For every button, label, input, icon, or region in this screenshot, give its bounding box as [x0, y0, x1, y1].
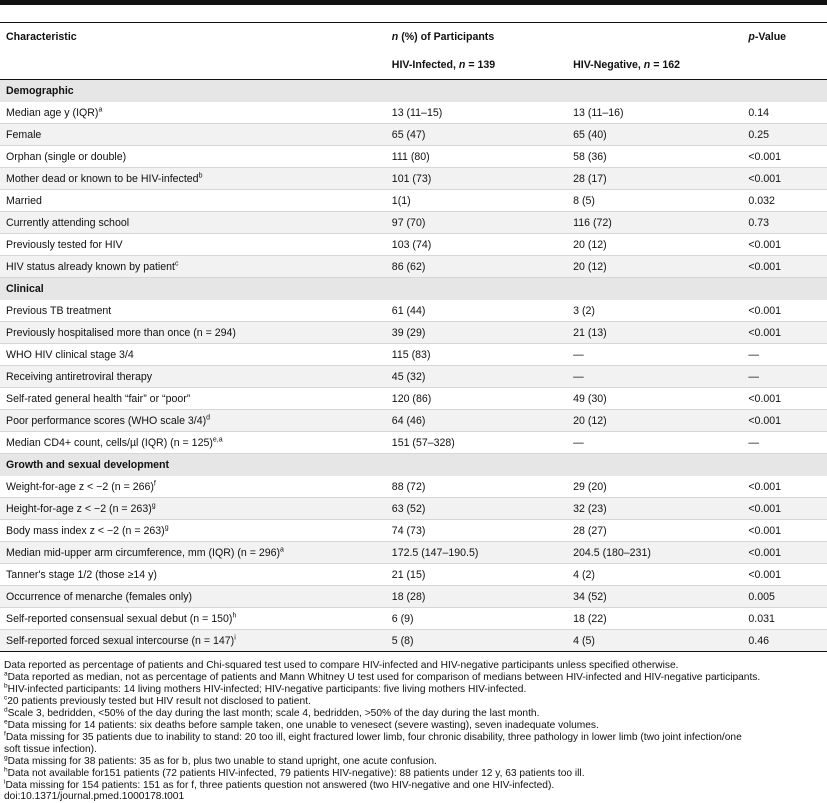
hiv-infected-value: 61 (44)	[386, 300, 567, 322]
col-header-n-percent: n (%) of Participants	[386, 23, 743, 52]
table-row	[0, 564, 827, 586]
footnote-text: HIV-infected participants: 14 living mothers HIV-infected; HIV-negative participants: five living mothers HIV-infected.	[7, 683, 527, 695]
table-row	[0, 498, 827, 520]
footnote-mark: c	[4, 694, 8, 702]
row-label: Previous TB treatment	[6, 304, 112, 317]
top-rule	[0, 0, 827, 5]
row-label: Median mid-upper arm circumference, mm (IQR) (n = 296)	[6, 546, 281, 559]
p-value: 0.46	[742, 630, 827, 652]
hiv-negative-value: —	[567, 432, 742, 454]
p-value: 0.032	[742, 190, 827, 212]
hiv-negative-value: 32 (23)	[567, 498, 742, 520]
row-label-cell	[0, 432, 386, 454]
footnote-line	[4, 684, 826, 696]
table-row	[0, 586, 827, 608]
footnote-text: Data not available for151 patients (72 patients HIV-infected, 79 patients HIV-negative): 88 patients under 12 y, 63 patients too ill.	[7, 767, 585, 779]
hiv-infected-value: 74 (73)	[386, 520, 567, 542]
section-title: Demographic	[0, 80, 827, 103]
header-row-2	[0, 51, 827, 80]
hiv-infected-value: 5 (8)	[386, 630, 567, 652]
footnote-line	[4, 768, 826, 780]
row-label: Receiving antiretroviral therapy	[6, 370, 153, 383]
hiv-infected-value: 120 (86)	[386, 388, 567, 410]
row-label-cell	[0, 388, 386, 410]
section-header-row	[0, 278, 827, 301]
row-label-cell	[0, 542, 386, 564]
header-row-1	[0, 23, 827, 52]
footnote-text: Data missing for 154 patients: 151 as for f, three patients question not answered (two HIV-negative and one HIV-infected).	[5, 779, 555, 791]
footnote-mark: f	[4, 730, 6, 738]
row-label: Tanner's stage 1/2 (those ≥14 y)	[6, 568, 157, 581]
p-value: 0.73	[742, 212, 827, 234]
footnote-mark: h	[4, 766, 8, 774]
hiv-negative-value: 58 (36)	[567, 146, 742, 168]
footnote-text: 20 patients previously tested but HIV result not disclosed to patient.	[7, 695, 311, 707]
row-label-cell	[0, 190, 386, 212]
col-header-hiv-infected: HIV-Infected, n = 139	[386, 51, 567, 80]
table-row	[0, 322, 827, 344]
row-label-cell	[0, 476, 386, 498]
table-row	[0, 344, 827, 366]
row-label-cell	[0, 234, 386, 256]
footnote-text: Data missing for 35 patients due to inability to stand: 20 too ill, eight fractured lower limb, four chronic disability, three pathology in lower limb (two joint infection/one	[5, 731, 742, 743]
footnote-line	[4, 708, 826, 720]
row-label: Self-reported forced sexual intercourse (n = 147)	[6, 634, 235, 647]
p-value: —	[742, 344, 827, 366]
row-label-cell	[0, 520, 386, 542]
p-value: —	[742, 432, 827, 454]
hiv-infected-value: 86 (62)	[386, 256, 567, 278]
hiv-infected-value: 18 (28)	[386, 586, 567, 608]
footnote-text: Data reported as percentage of patients and Chi-squared test used to compare HIV-infected and HIV-negative participants unless specified otherwise.	[4, 660, 679, 671]
row-label-cell	[0, 586, 386, 608]
p-value: <0.001	[742, 168, 827, 190]
footnote-line	[4, 756, 826, 768]
hiv-negative-value: —	[567, 366, 742, 388]
section-header-row	[0, 454, 827, 477]
row-label: Occurrence of menarche (females only)	[6, 590, 193, 603]
footnote-line	[4, 791, 826, 803]
hiv-negative-value: 20 (12)	[567, 256, 742, 278]
row-footnote-mark: f	[153, 479, 156, 487]
section-title: Clinical	[0, 278, 827, 301]
hiv-infected-value: 88 (72)	[386, 476, 567, 498]
footnote-mark: a	[4, 670, 8, 678]
row-label: HIV status already known by patient	[6, 260, 176, 273]
table-row	[0, 366, 827, 388]
col-header-hiv-negative: HIV-Negative, n = 162	[567, 51, 742, 80]
row-footnote-mark: b	[198, 171, 203, 179]
hiv-infected-value: 13 (11–15)	[386, 102, 567, 124]
table-row	[0, 256, 827, 278]
row-label: Body mass index z < −2 (n = 263)	[6, 524, 165, 537]
section-header-row	[0, 80, 827, 103]
table-body	[0, 80, 827, 652]
footnote-line	[4, 732, 826, 744]
hiv-infected-value: 151 (57–328)	[386, 432, 567, 454]
hiv-negative-value: 3 (2)	[567, 300, 742, 322]
table-row	[0, 212, 827, 234]
hiv-infected-value: 65 (47)	[386, 124, 567, 146]
table-row	[0, 168, 827, 190]
row-footnote-mark: e,a	[212, 435, 223, 443]
row-label-cell	[0, 608, 386, 630]
footnote-line	[4, 672, 826, 684]
hiv-negative-value: 28 (27)	[567, 520, 742, 542]
hiv-negative-value: 13 (11–16)	[567, 102, 742, 124]
col-header-pvalue: p-Value	[742, 23, 827, 52]
footnote-text: Data missing for 38 patients: 35 as for b, plus two unable to stand upright, one acute confusion.	[7, 755, 437, 767]
row-label: WHO HIV clinical stage 3/4	[6, 348, 134, 361]
row-label-cell	[0, 256, 386, 278]
row-label-cell	[0, 410, 386, 432]
table-row	[0, 608, 827, 630]
hiv-negative-value: 8 (5)	[567, 190, 742, 212]
p-value: <0.001	[742, 498, 827, 520]
hiv-negative-value: 20 (12)	[567, 234, 742, 256]
footnote-text: Data missing for 14 patients: six deaths before sample taken, one unable to venesect (severe wasting), seven inadequate volumes.	[7, 719, 599, 731]
row-label: Female	[6, 128, 42, 141]
p-value: <0.001	[742, 520, 827, 542]
row-label: Median CD4+ count, cells/µl (IQR) (n = 125)	[6, 436, 213, 449]
p-value: 0.005	[742, 586, 827, 608]
p-value: —	[742, 366, 827, 388]
row-footnote-mark: d	[206, 413, 211, 421]
col-header-blank-2	[742, 51, 827, 80]
hiv-negative-value: —	[567, 344, 742, 366]
footnote-text: doi:10.1371/journal.pmed.1000178.t001	[4, 791, 185, 803]
hiv-infected-value: 111 (80)	[386, 146, 567, 168]
hiv-infected-value: 39 (29)	[386, 322, 567, 344]
row-label-cell	[0, 498, 386, 520]
row-label: Height-for-age z < −2 (n = 263)	[6, 502, 152, 515]
table-row	[0, 476, 827, 498]
hiv-infected-value: 172.5 (147–190.5)	[386, 542, 567, 564]
p-value: <0.001	[742, 476, 827, 498]
table-row	[0, 102, 827, 124]
hiv-infected-value: 101 (73)	[386, 168, 567, 190]
row-footnote-mark: g	[164, 523, 169, 531]
table-row	[0, 300, 827, 322]
hiv-negative-value: 21 (13)	[567, 322, 742, 344]
row-label: Poor performance scores (WHO scale 3/4)	[6, 414, 207, 427]
footnote-text: Scale 3, bedridden, <50% of the day during the last month; scale 4, bedridden, >50% of the day during the last month.	[7, 707, 540, 719]
row-label-cell	[0, 630, 386, 652]
section-title: Growth and sexual development	[0, 454, 827, 477]
hiv-infected-value: 6 (9)	[386, 608, 567, 630]
table-row	[0, 146, 827, 168]
characteristics-table	[0, 22, 827, 652]
footnote-line	[4, 744, 826, 756]
hiv-negative-value: 20 (12)	[567, 410, 742, 432]
table-row	[0, 630, 827, 652]
row-label: Previously hospitalised more than once (n = 294)	[6, 326, 236, 339]
footnote-mark: b	[4, 682, 8, 690]
table-row	[0, 234, 827, 256]
hiv-infected-value: 103 (74)	[386, 234, 567, 256]
p-value: 0.031	[742, 608, 827, 630]
hiv-negative-value: 204.5 (180–231)	[567, 542, 742, 564]
row-label: Median age y (IQR)	[6, 106, 99, 119]
row-label-cell	[0, 102, 386, 124]
hiv-infected-value: 97 (70)	[386, 212, 567, 234]
col-header-blank	[0, 51, 386, 80]
footnote-line	[4, 780, 826, 792]
table-row	[0, 190, 827, 212]
footnote-text: Data reported as median, not as percentage of patients and Mann Whitney U test used for comparison of medians between HIV-infected and HIV-negative participants.	[7, 671, 761, 683]
row-footnote-mark: i	[234, 633, 236, 641]
p-value: <0.001	[742, 564, 827, 586]
table-row	[0, 542, 827, 564]
footnote-text: soft tissue infection).	[4, 743, 97, 755]
row-label-cell	[0, 124, 386, 146]
row-label-cell	[0, 212, 386, 234]
hiv-infected-value: 115 (83)	[386, 344, 567, 366]
p-value: <0.001	[742, 322, 827, 344]
hiv-infected-value: 45 (32)	[386, 366, 567, 388]
row-label: Self-reported consensual sexual debut (n = 150)	[6, 612, 233, 625]
hiv-negative-value: 4 (5)	[567, 630, 742, 652]
col-header-characteristic: Characteristic	[0, 23, 386, 52]
p-value: <0.001	[742, 146, 827, 168]
footnote-mark: g	[4, 754, 8, 762]
row-footnote-mark: h	[232, 611, 237, 619]
hiv-negative-value: 34 (52)	[567, 586, 742, 608]
row-label-cell	[0, 300, 386, 322]
p-value: <0.001	[742, 388, 827, 410]
hiv-infected-value: 64 (46)	[386, 410, 567, 432]
hiv-infected-value: 1(1)	[386, 190, 567, 212]
hiv-infected-value: 21 (15)	[386, 564, 567, 586]
row-footnote-mark: c	[175, 259, 179, 267]
hiv-negative-value: 49 (30)	[567, 388, 742, 410]
table-row	[0, 124, 827, 146]
table-row	[0, 432, 827, 454]
hiv-negative-value: 28 (17)	[567, 168, 742, 190]
row-label: Weight-for-age z < −2 (n = 266)	[6, 480, 154, 493]
footnote-mark: e	[4, 718, 8, 726]
row-label-cell	[0, 168, 386, 190]
row-label: Married	[6, 194, 42, 207]
row-label-cell	[0, 564, 386, 586]
footnotes	[4, 660, 826, 803]
hiv-infected-value: 63 (52)	[386, 498, 567, 520]
hiv-negative-value: 18 (22)	[567, 608, 742, 630]
table-row	[0, 410, 827, 432]
p-value: <0.001	[742, 300, 827, 322]
row-label: Self-rated general health “fair” or “poor”	[6, 392, 191, 405]
row-label-cell	[0, 322, 386, 344]
hiv-negative-value: 29 (20)	[567, 476, 742, 498]
p-value: 0.25	[742, 124, 827, 146]
p-value: <0.001	[742, 410, 827, 432]
p-value: <0.001	[742, 234, 827, 256]
row-label-cell	[0, 146, 386, 168]
footnote-line	[4, 696, 826, 708]
row-footnote-mark: a	[280, 545, 284, 553]
p-value: 0.14	[742, 102, 827, 124]
row-label: Previously tested for HIV	[6, 238, 123, 251]
hiv-negative-value: 116 (72)	[567, 212, 742, 234]
p-value: <0.001	[742, 256, 827, 278]
table-row	[0, 388, 827, 410]
row-label: Mother dead or known to be HIV-infected	[6, 172, 199, 185]
footnote-mark: i	[4, 778, 6, 786]
hiv-negative-value: 65 (40)	[567, 124, 742, 146]
row-footnote-mark: g	[151, 501, 156, 509]
row-label-cell	[0, 344, 386, 366]
row-label: Currently attending school	[6, 216, 130, 229]
row-footnote-mark: a	[98, 105, 103, 113]
p-value: <0.001	[742, 542, 827, 564]
hiv-negative-value: 4 (2)	[567, 564, 742, 586]
footnote-mark: d	[4, 706, 8, 714]
footnote-line	[4, 720, 826, 732]
footnote-line	[4, 660, 826, 672]
row-label: Orphan (single or double)	[6, 150, 127, 163]
table-row	[0, 520, 827, 542]
row-label-cell	[0, 366, 386, 388]
